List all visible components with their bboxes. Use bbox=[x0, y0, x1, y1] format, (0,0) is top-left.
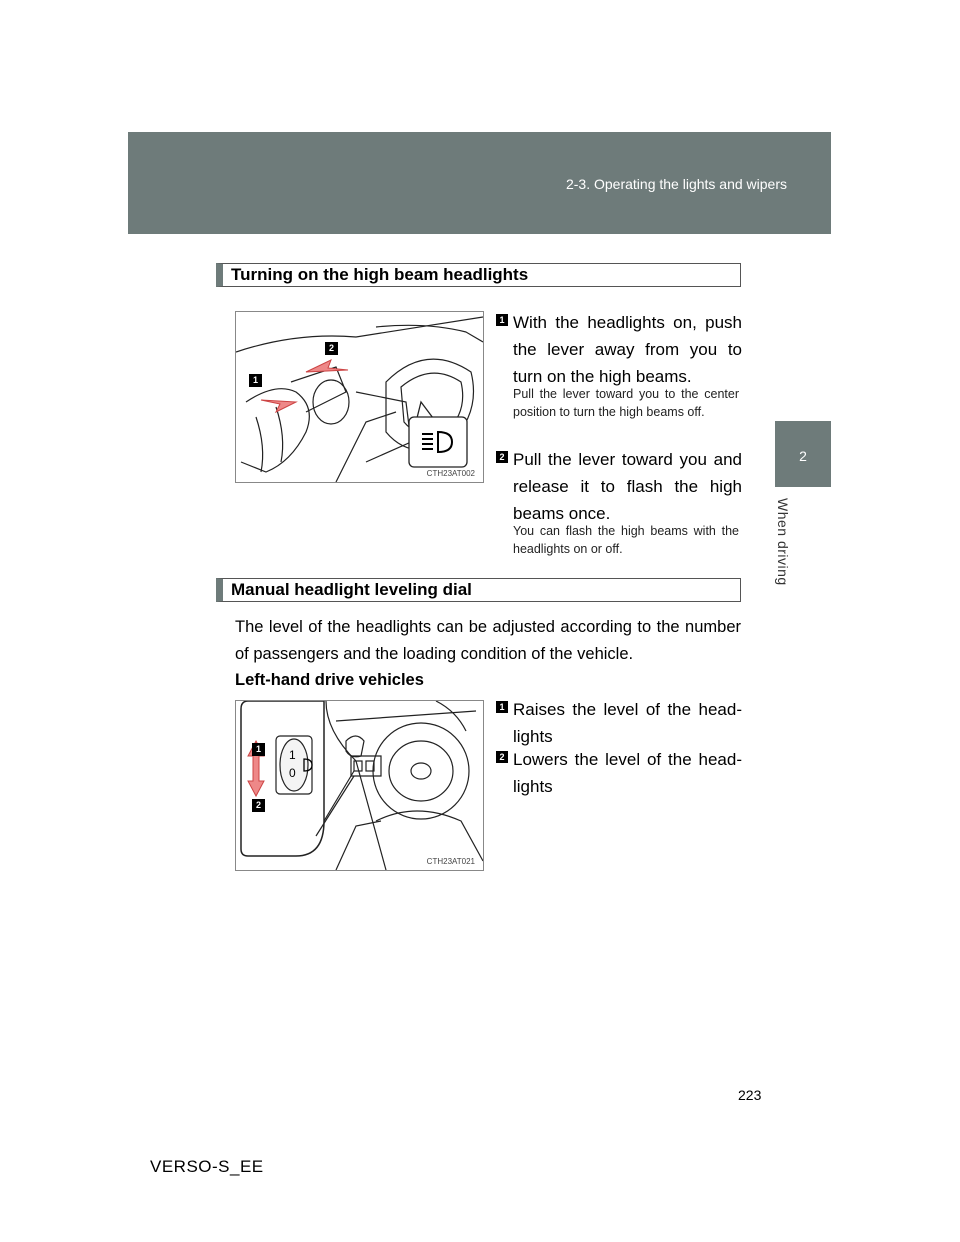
high-beam-illustration bbox=[236, 312, 483, 482]
step-item-1 bbox=[496, 309, 742, 390]
step-text: Pull the lever toward you and release it to flash the high beams once. bbox=[513, 450, 742, 523]
step-item-2 bbox=[496, 446, 742, 527]
header-band bbox=[128, 132, 831, 234]
step-number: 1 bbox=[496, 701, 508, 713]
chapter-number: 2 bbox=[799, 448, 807, 464]
model-code: VERSO-S_EE bbox=[150, 1157, 264, 1176]
callout-badge-2: 2 bbox=[252, 799, 265, 812]
step-text: Raises the level of the head-lights bbox=[513, 700, 742, 746]
callout-badge-1: 1 bbox=[252, 743, 265, 756]
step-number: 2 bbox=[496, 751, 508, 763]
step-item-2 bbox=[496, 746, 742, 800]
figure-code: CTH23AT021 bbox=[426, 857, 475, 866]
step-item-1 bbox=[496, 696, 742, 750]
intro-paragraph: The level of the headlights can be adjusted according to the number of passengers and the loading condition of the vehicle. bbox=[235, 618, 741, 663]
section-title: 2-3. Operating the lights and wipers bbox=[565, 176, 787, 192]
callout-badge-1: 1 bbox=[249, 374, 262, 387]
subheading-lhd: Left-hand drive vehicles bbox=[235, 671, 424, 689]
section-heading-high-beam: Turning on the high beam headlights bbox=[216, 263, 741, 287]
dial-mark-0: 0 bbox=[289, 766, 296, 780]
chapter-tab[interactable] bbox=[775, 421, 831, 487]
figure-leveling-dial bbox=[235, 700, 484, 871]
dial-mark-1: 1 bbox=[289, 748, 296, 762]
figure-code: CTH23AT002 bbox=[426, 469, 475, 478]
section-heading-leveling-dial: Manual headlight leveling dial bbox=[216, 578, 741, 602]
figure-high-beam-lever bbox=[235, 311, 484, 483]
callout-badge-2: 2 bbox=[325, 342, 338, 355]
step-note: You can flash the high beams with the headlights on or off. bbox=[513, 524, 739, 556]
step-text: With the headlights on, push the lever away from you to turn on the high beams. bbox=[513, 313, 742, 386]
step-note: Pull the lever toward you to the center position to turn the high beams off. bbox=[513, 387, 739, 419]
step-number: 1 bbox=[496, 314, 508, 326]
chapter-label: When driving bbox=[775, 498, 791, 586]
step-text: Lowers the level of the head-lights bbox=[513, 750, 742, 796]
arrow-toward-icon bbox=[261, 400, 296, 412]
arrow-away-icon bbox=[306, 360, 348, 372]
leveling-dial-illustration bbox=[236, 701, 483, 870]
page-number: 223 bbox=[738, 1087, 762, 1103]
step-number: 2 bbox=[496, 451, 508, 463]
